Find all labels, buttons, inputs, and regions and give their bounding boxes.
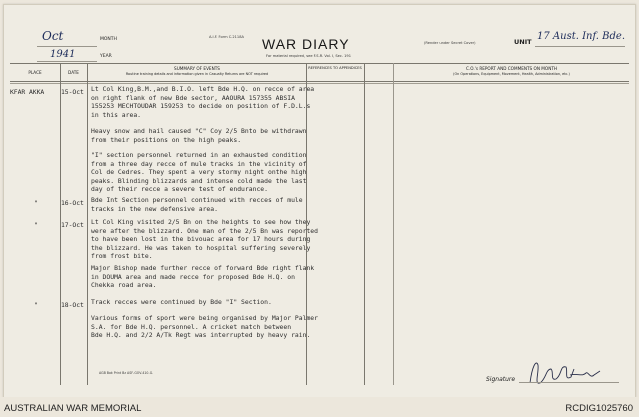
form-reference: A.I.F. Form C.2118A [209,35,244,39]
summary-paragraph [91,218,336,261]
summary-paragraph [91,85,336,119]
column-header-place: PLACE [28,70,42,75]
summary-paragraph [91,298,336,307]
column-header-summary: SUMMARY OF EVENTS [174,66,220,71]
month-label: MONTH [100,37,117,42]
column-header-references [306,66,364,71]
page-title: WAR DIARY [262,36,350,52]
summary-line: Bde Int Section personnel continued with recces of mule [91,196,303,204]
secret-cover-note: (Render under Secret Cover) [424,41,476,45]
summary-line: Track recces were continued by Bde "I" Section. [91,298,272,306]
summary-line: on right flank of new Bde sector, AAOURA 157355 ABSIA [91,93,295,102]
printer-note: AGB Bok Print Bz ASF-GOV-410-G. [99,371,154,375]
table-header-rule [10,81,629,82]
summary-paragraph [91,264,336,290]
summary-line: "I" section personnel returned in an exhausted condition [91,151,307,159]
summary-line: from frost bite. [91,252,153,261]
summary-paragraph [91,196,336,213]
references-label: REFERENCES TO APPENDICES [308,66,362,70]
archive-name: AUSTRALIAN WAR MEMORIAL [4,403,142,414]
summary-line: Bde H.Q. and 2/2 A/Tk Regt was interrupted by heavy rain. [91,331,311,340]
summary-line: Various forms of sport were being organised by Major Palmer [91,314,319,322]
entry-date: 17-Oct [61,221,84,229]
war-diary-sheet [3,4,636,398]
summary-line: S.A. for Bde H.Q. personnel. A cricket match between [91,322,292,331]
year-value: 1941 [50,49,76,60]
summary-line: were after the blizzard. One man of the 2/5 Bn was reported [91,226,319,235]
summary-line: in DOUMA area and made recce for proposed Bde H.Q. on [91,272,295,281]
entry-date: 18-Oct [61,301,84,309]
summary-line: Chekka road area. [91,281,157,290]
summary-line: the blizzard. He was taken to hospital suffering severely [91,243,311,252]
entry-place: " [34,301,38,309]
entry-place: " [34,221,38,229]
signature-label: Signature [486,376,516,383]
summary-line: Lt Col King visited 2/5 Bn on the heights to see how they [91,218,311,226]
summary-line: 155253 MECHTOUDAR 159253 to decide on position of F.D.L.s [91,102,311,111]
record-id: RCDIG1025760 [565,403,633,414]
summary-paragraph [91,127,336,144]
summary-paragraph [91,314,336,340]
table-top-rule [10,63,629,64]
year-label: YEAR [100,54,112,59]
unit-value: 17 Aust. Inf. Bde. [537,31,626,42]
summary-line: Col de Cedres. They spent a very stormy night onthe high [91,168,307,177]
summary-line: Lt Col King,B.M.,and B.I.O. left Bde H.Q. on recce of area [91,85,315,93]
summary-line: Heavy snow and hail caused "C" Coy 2/5 Bnto be withdrawn [91,127,307,135]
entry-date: 16-Oct [61,199,84,207]
entry-place: " [34,199,38,207]
signature-scribble [524,355,614,391]
summary-line: day of their recce a severe test of endurance. [91,185,268,194]
page-subtitle: For material required, see F.S.R. Vol. I, Sec. 191 [266,54,352,58]
column-header-co-report: C.O.'s REPORT AND COMMENTS ON MONTH [465,66,558,71]
entry-date: 15-Oct [61,88,84,96]
summary-paragraph [91,151,336,194]
summary-line: in this area. [91,110,142,119]
summary-line: from a three day recce of mule tracks in the vicinity of [91,159,307,168]
summary-line: Major Bishop made further recce of forward Bde right flank [91,264,315,272]
summary-line: to have been lost in the bivouac area for 17 hours during [91,235,311,244]
summary-line: tracks in the new defensive area. [91,204,218,213]
summary-line: peaks. Blinding blizzards and intense cold made the last [91,176,307,185]
column-header-summary-note: Routine training details and information given in Casualty Returns are NOT required [125,72,269,76]
entry-place: KFAR AKKA [10,88,45,96]
column-header-date: DATE [68,70,79,75]
column-header-co-note: (On Operations, Equipment, Movement, Health, Administration, etc.) [453,72,570,76]
month-value: Oct [42,29,64,43]
summary-line: from their positions on the high peaks. [91,135,242,144]
unit-label: UNIT [514,38,532,46]
